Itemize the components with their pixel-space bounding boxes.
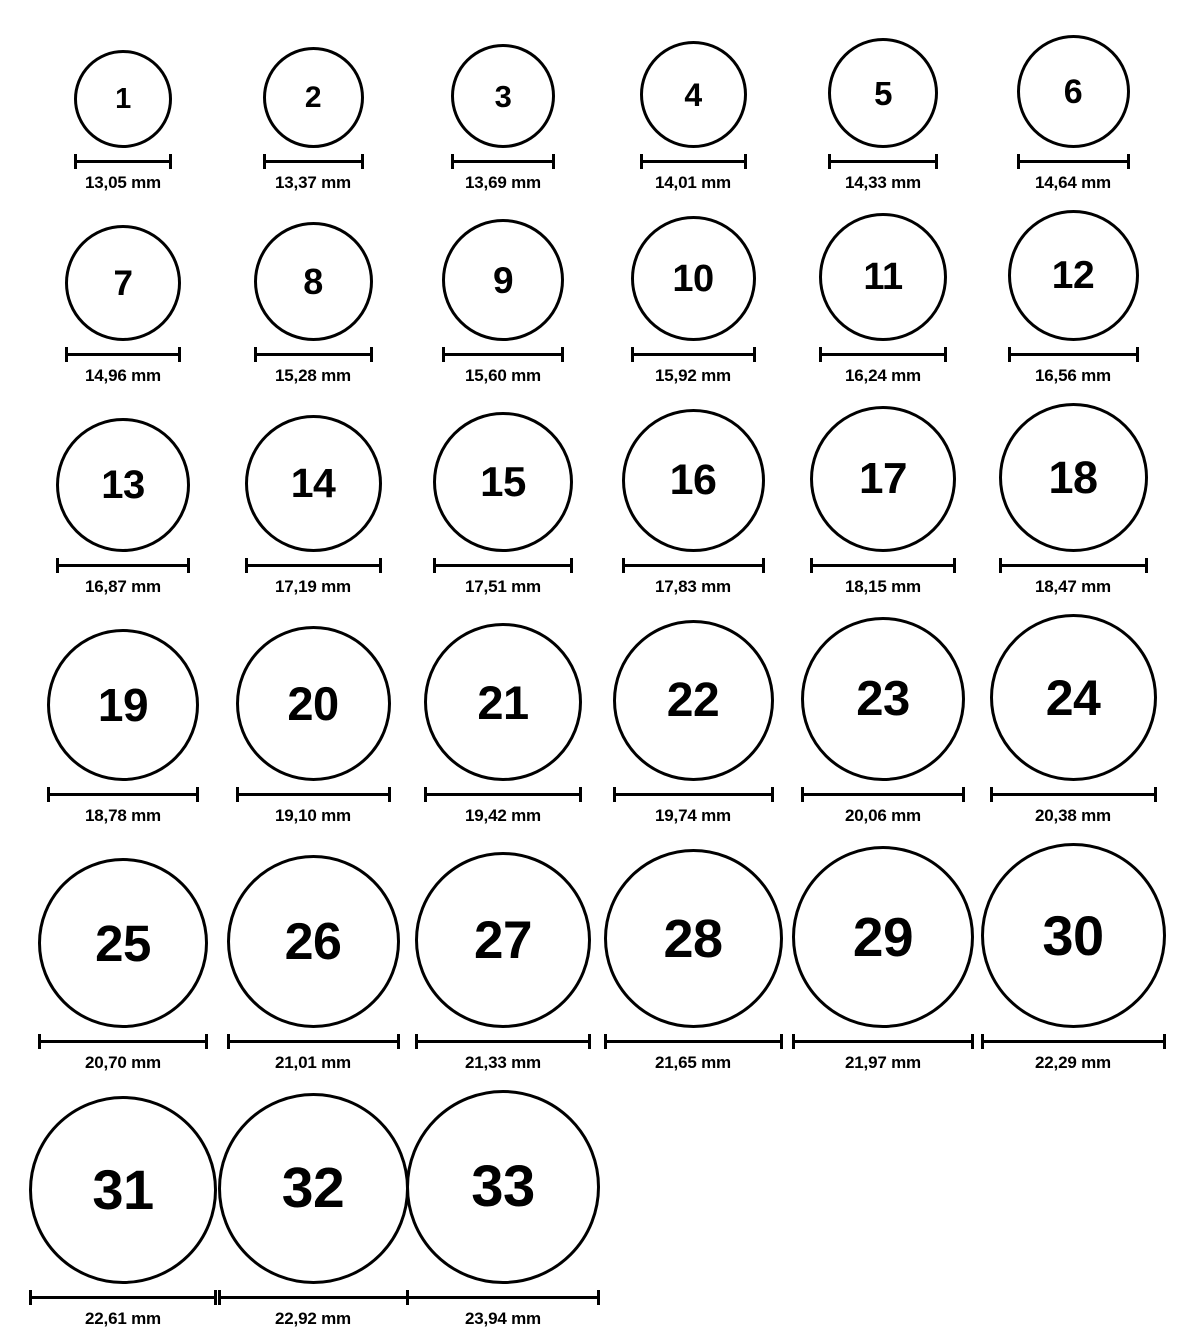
measure-cap-right: [1154, 787, 1157, 802]
ring-circle: [819, 213, 947, 341]
ring-size-cell: [28, 193, 218, 386]
ring-size-number: 19: [97, 679, 149, 731]
ring-size-number: 4: [684, 76, 702, 113]
ring-size-number: 23: [856, 671, 910, 726]
measure-line: [810, 564, 956, 567]
measure-cap-right: [971, 1034, 974, 1049]
diameter-measure-bar: [981, 1034, 1166, 1048]
diameter-label: 15,28 mm: [275, 366, 351, 385]
ring-size-cell: [598, 193, 788, 386]
ring-circle-wrap: [227, 855, 400, 1028]
ring-circle-wrap: [810, 406, 956, 552]
diameter-label: 16,24 mm: [845, 366, 921, 385]
ring-size-number: 14: [290, 460, 336, 506]
diameter-label: 14,64 mm: [1035, 173, 1111, 192]
ring-circle: [236, 626, 391, 781]
ring-circle: [254, 222, 373, 341]
ring-circle-wrap: [1008, 210, 1139, 341]
measure-line: [56, 564, 190, 567]
measure-line: [1008, 353, 1139, 356]
ring-circle: [227, 855, 400, 1028]
ring-size-cell: [28, 826, 218, 1073]
diameter-measure-bar: [792, 1034, 974, 1048]
diameter-measure-bar: [254, 347, 373, 361]
ring-size-number: 17: [859, 454, 907, 503]
measure-cap-right: [370, 347, 373, 362]
ring-size-number: 26: [284, 912, 342, 971]
ring-circle: [442, 219, 564, 341]
ring-circle: [74, 50, 172, 148]
ring-circle-wrap: [236, 626, 391, 781]
ring-size-cell: [28, 597, 218, 826]
ring-size-row: [28, 826, 1172, 1073]
ring-circle: [622, 409, 765, 552]
diameter-measure-bar: [263, 154, 364, 168]
measure-cap-right: [1136, 347, 1139, 362]
diameter-measure-bar: [56, 558, 190, 572]
ring-size-cell: [598, 18, 788, 193]
measure-line: [433, 564, 573, 567]
diameter-measure-bar: [810, 558, 956, 572]
measure-cap-right: [780, 1034, 783, 1049]
measure-line: [613, 793, 774, 796]
diameter-measure-bar: [1008, 347, 1139, 361]
diameter-measure-bar: [218, 1290, 409, 1304]
ring-circle-wrap: [424, 623, 582, 781]
ring-circle: [245, 415, 382, 552]
measure-cap-right: [178, 347, 181, 362]
diameter-measure-bar: [406, 1290, 600, 1304]
ring-circle-wrap: [1017, 35, 1130, 148]
ring-size-number: 12: [1051, 254, 1095, 297]
ring-size-cell: [28, 18, 218, 193]
measure-cap-right: [935, 154, 938, 169]
ring-circle: [65, 225, 181, 341]
diameter-measure-bar: [819, 347, 947, 361]
measure-cap-right: [597, 1290, 600, 1305]
measure-line: [424, 793, 582, 796]
ring-circle-wrap: [451, 44, 555, 148]
ring-size-cell: [788, 597, 978, 826]
ring-size-cell: [408, 597, 598, 826]
ring-circle: [1017, 35, 1130, 148]
ring-circle: [613, 620, 774, 781]
ring-size-number: 1: [115, 82, 131, 115]
ring-circle-wrap: [65, 225, 181, 341]
ring-circle-wrap: [640, 41, 747, 148]
diameter-label: 20,70 mm: [85, 1053, 161, 1072]
diameter-label: 13,05 mm: [85, 173, 161, 192]
measure-cap-right: [379, 558, 382, 573]
measure-cap-right: [579, 787, 582, 802]
diameter-measure-bar: [990, 787, 1157, 801]
diameter-label: 21,65 mm: [655, 1053, 731, 1072]
ring-circle-wrap: [828, 38, 938, 148]
ring-circle-wrap: [613, 620, 774, 781]
ring-circle-wrap: [990, 614, 1157, 781]
ring-circle-wrap: [38, 858, 208, 1028]
ring-size-cell: [788, 18, 978, 193]
diameter-label: 22,61 mm: [85, 1309, 161, 1328]
measure-line: [254, 353, 373, 356]
diameter-label: 22,29 mm: [1035, 1053, 1111, 1072]
ring-circle-wrap: [999, 403, 1148, 552]
measure-line: [415, 1040, 591, 1043]
ring-circle-wrap: [631, 216, 756, 341]
ring-size-number: 9: [492, 259, 514, 301]
ring-circle: [604, 849, 783, 1028]
diameter-measure-bar: [227, 1034, 400, 1048]
ring-circle-wrap: [29, 1096, 217, 1284]
ring-circle-wrap: [442, 219, 564, 341]
measure-cap-right: [1145, 558, 1148, 573]
ring-circle-wrap: [981, 843, 1166, 1028]
ring-circle: [828, 38, 938, 148]
measure-cap-right: [552, 154, 555, 169]
ring-size-cell: [598, 386, 788, 597]
measure-line: [801, 793, 965, 796]
diameter-measure-bar: [29, 1290, 217, 1304]
ring-size-cell: [978, 386, 1168, 597]
diameter-label: 23,94 mm: [465, 1309, 541, 1328]
diameter-measure-bar: [801, 787, 965, 801]
measure-cap-right: [361, 154, 364, 169]
ring-circle: [56, 418, 190, 552]
diameter-label: 18,78 mm: [85, 806, 161, 825]
diameter-measure-bar: [640, 154, 747, 168]
ring-circle: [990, 614, 1157, 781]
ring-size-number: 2: [304, 80, 322, 114]
measure-line: [819, 353, 947, 356]
ring-circle: [631, 216, 756, 341]
measure-line: [263, 160, 364, 163]
diameter-measure-bar: [613, 787, 774, 801]
measure-cap-right: [1127, 154, 1130, 169]
ring-size-cell: [28, 1073, 218, 1329]
diameter-measure-bar: [236, 787, 391, 801]
ring-size-row: [28, 1073, 1172, 1329]
ring-size-row: [28, 386, 1172, 597]
diameter-measure-bar: [245, 558, 382, 572]
ring-size-number: 13: [101, 463, 145, 507]
ring-size-number: 31: [92, 1158, 154, 1221]
ring-size-number: 22: [666, 673, 720, 727]
ring-circle: [218, 1093, 409, 1284]
ring-size-cell: [408, 386, 598, 597]
diameter-measure-bar: [424, 787, 582, 801]
ring-size-cell: [788, 193, 978, 386]
diameter-label: 13,69 mm: [465, 173, 541, 192]
ring-circle: [999, 403, 1148, 552]
diameter-measure-bar: [74, 154, 172, 168]
ring-circle-wrap: [801, 617, 965, 781]
ring-size-number: 10: [672, 257, 714, 300]
ring-size-cell: [978, 18, 1168, 193]
ring-size-cell: [218, 1073, 408, 1329]
measure-line: [828, 160, 938, 163]
ring-circle-wrap: [245, 415, 382, 552]
ring-circle-wrap: [622, 409, 765, 552]
measure-cap-right: [744, 154, 747, 169]
measure-line: [990, 793, 1157, 796]
measure-cap-right: [771, 787, 774, 802]
diameter-label: 20,06 mm: [845, 806, 921, 825]
ring-circle-wrap: [56, 418, 190, 552]
ring-size-number: 15: [480, 458, 526, 505]
diameter-measure-bar: [631, 347, 756, 361]
ring-circle: [406, 1090, 600, 1284]
diameter-label: 18,47 mm: [1035, 577, 1111, 596]
measure-cap-right: [944, 347, 947, 362]
diameter-label: 16,56 mm: [1035, 366, 1111, 385]
ring-size-number: 21: [477, 675, 529, 729]
ring-size-number: 24: [1045, 669, 1101, 726]
diameter-label: 17,51 mm: [465, 577, 541, 596]
ring-size-cell: [218, 597, 408, 826]
measure-cap-right: [397, 1034, 400, 1049]
measure-cap-right: [753, 347, 756, 362]
ring-size-number: 16: [669, 456, 717, 504]
diameter-label: 15,60 mm: [465, 366, 541, 385]
diameter-measure-bar: [65, 347, 181, 361]
diameter-label: 18,15 mm: [845, 577, 921, 596]
ring-size-number: 11: [863, 256, 903, 298]
measure-cap-right: [196, 787, 199, 802]
measure-line: [236, 793, 391, 796]
ring-circle-wrap: [47, 629, 199, 781]
ring-circle: [424, 623, 582, 781]
measure-line: [631, 353, 756, 356]
measure-line: [245, 564, 382, 567]
diameter-label: 21,33 mm: [465, 1053, 541, 1072]
ring-size-row: [28, 597, 1172, 826]
ring-size-number: 30: [1042, 903, 1104, 967]
ring-circle: [640, 41, 747, 148]
diameter-measure-bar: [999, 558, 1148, 572]
measure-cap-right: [953, 558, 956, 573]
ring-size-cell: [598, 826, 788, 1073]
measure-line: [622, 564, 765, 567]
ring-size-number: 29: [852, 905, 914, 968]
ring-size-cell: [408, 1073, 598, 1329]
measure-line: [227, 1040, 400, 1043]
ring-circle-wrap: [819, 213, 947, 341]
ring-size-number: 18: [1048, 452, 1098, 503]
ring-size-cell: [218, 18, 408, 193]
diameter-measure-bar: [451, 154, 555, 168]
ring-size-cell: [218, 386, 408, 597]
ring-size-cell: [978, 826, 1168, 1073]
measure-line: [999, 564, 1148, 567]
measure-line: [406, 1296, 600, 1299]
ring-circle: [415, 852, 591, 1028]
measure-line: [451, 160, 555, 163]
diameter-label: 16,87 mm: [85, 577, 161, 596]
measure-line: [74, 160, 172, 163]
diameter-label: 19,10 mm: [275, 806, 351, 825]
diameter-measure-bar: [1017, 154, 1130, 168]
diameter-measure-bar: [433, 558, 573, 572]
measure-cap-right: [962, 787, 965, 802]
diameter-label: 22,92 mm: [275, 1309, 351, 1328]
diameter-label: 17,83 mm: [655, 577, 731, 596]
measure-line: [442, 353, 564, 356]
diameter-label: 14,01 mm: [655, 173, 731, 192]
measure-line: [29, 1296, 217, 1299]
ring-circle: [451, 44, 555, 148]
diameter-label: 19,74 mm: [655, 806, 731, 825]
ring-size-cell: [978, 193, 1168, 386]
ring-size-number: 33: [471, 1154, 535, 1219]
diameter-measure-bar: [47, 787, 199, 801]
ring-size-cell: [408, 18, 598, 193]
ring-size-number: 8: [303, 260, 323, 302]
measure-cap-right: [561, 347, 564, 362]
ring-circle: [1008, 210, 1139, 341]
ring-size-number: 25: [95, 914, 151, 972]
measure-line: [38, 1040, 208, 1043]
measure-line: [65, 353, 181, 356]
measure-cap-right: [588, 1034, 591, 1049]
ring-size-cell: [598, 597, 788, 826]
diameter-measure-bar: [442, 347, 564, 361]
diameter-measure-bar: [604, 1034, 783, 1048]
ring-circle: [792, 846, 974, 1028]
diameter-label: 17,19 mm: [275, 577, 351, 596]
ring-size-number: 6: [1063, 72, 1083, 111]
diameter-measure-bar: [828, 154, 938, 168]
measure-cap-right: [205, 1034, 208, 1049]
diameter-measure-bar: [622, 558, 765, 572]
ring-size-number: 32: [281, 1156, 345, 1220]
ring-circle-wrap: [406, 1090, 600, 1284]
ring-size-cell: [788, 386, 978, 597]
ring-size-number: 27: [474, 910, 532, 970]
ring-circle: [38, 858, 208, 1028]
measure-line: [1017, 160, 1130, 163]
diameter-label: 19,42 mm: [465, 806, 541, 825]
ring-circle: [810, 406, 956, 552]
measure-cap-right: [1163, 1034, 1166, 1049]
diameter-label: 15,92 mm: [655, 366, 731, 385]
ring-size-number: 3: [494, 78, 512, 114]
diameter-label: 14,33 mm: [845, 173, 921, 192]
ring-circle-wrap: [254, 222, 373, 341]
ring-circle: [263, 47, 364, 148]
ring-size-row: [28, 18, 1172, 193]
measure-line: [981, 1040, 1166, 1043]
measure-cap-right: [388, 787, 391, 802]
ring-size-cell: [408, 826, 598, 1073]
measure-cap-right: [169, 154, 172, 169]
diameter-measure-bar: [38, 1034, 208, 1048]
diameter-measure-bar: [415, 1034, 591, 1048]
ring-size-cell: [788, 826, 978, 1073]
ring-circle: [801, 617, 965, 781]
diameter-label: 20,38 mm: [1035, 806, 1111, 825]
ring-circle-wrap: [218, 1093, 409, 1284]
measure-line: [604, 1040, 783, 1043]
diameter-label: 14,96 mm: [85, 366, 161, 385]
ring-size-cell: [978, 597, 1168, 826]
ring-circle: [433, 412, 573, 552]
ring-size-cell: [28, 386, 218, 597]
ring-circle-wrap: [792, 846, 974, 1028]
ring-circle-wrap: [433, 412, 573, 552]
ring-size-cell: [218, 826, 408, 1073]
ring-circle: [981, 843, 1166, 1028]
ring-circle-wrap: [415, 852, 591, 1028]
measure-cap-right: [762, 558, 765, 573]
measure-line: [640, 160, 747, 163]
diameter-label: 13,37 mm: [275, 173, 351, 192]
ring-circle: [47, 629, 199, 781]
ring-circle: [29, 1096, 217, 1284]
ring-circle-wrap: [74, 50, 172, 148]
ring-size-cell: [408, 193, 598, 386]
diameter-label: 21,97 mm: [845, 1053, 921, 1072]
ring-size-number: 28: [663, 908, 723, 969]
measure-line: [47, 793, 199, 796]
ring-size-number: 7: [113, 263, 133, 303]
ring-circle-wrap: [263, 47, 364, 148]
ring-circle-wrap: [604, 849, 783, 1028]
measure-line: [792, 1040, 974, 1043]
measure-cap-right: [570, 558, 573, 573]
measure-line: [218, 1296, 409, 1299]
ring-size-number: 5: [874, 74, 892, 112]
ring-size-row: [28, 193, 1172, 386]
diameter-label: 21,01 mm: [275, 1053, 351, 1072]
ring-size-cell: [218, 193, 408, 386]
ring-size-number: 20: [287, 677, 339, 730]
measure-cap-right: [187, 558, 190, 573]
